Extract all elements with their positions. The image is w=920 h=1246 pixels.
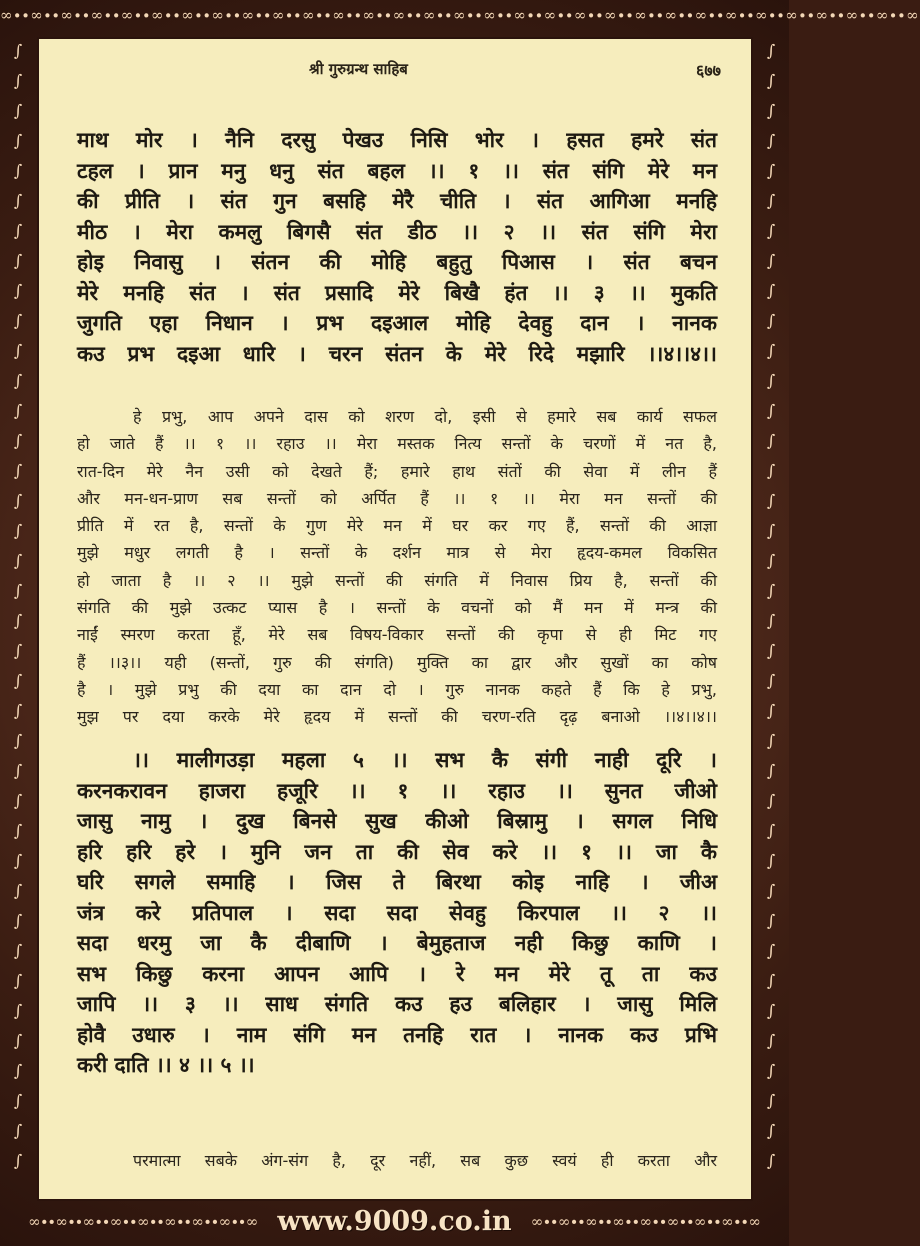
- translation-line: मुझे मधुर लगती है । सन्तों के दर्शन मात्र से मेरा हृदय-कमल विकसित: [77, 543, 717, 563]
- translation-line: परमात्मा सबके अंग-संग है, दूर नहीं, सब कुछ स्वयं ही करता और: [133, 1151, 717, 1170]
- footer-ornament-left: ∞∙∙∞∙∙∞∙∙∞∙∙∞∙∙∞∙∙∞∙∙∞∙∙∞: [28, 1212, 259, 1231]
- translation-line: नाईं स्मरण करता हूँ, मेरे सब विषय-विकार सन्तों की कृपा से ही मिट गए: [77, 625, 717, 645]
- footer-ornament-right: ∞∙∙∞∙∙∞∙∙∞∙∙∞∙∙∞∙∙∞∙∙∞∙∙∞: [530, 1212, 761, 1231]
- verse-line: होवै उधारु । नाम संगि मन तनहि रात । नानक कउ प्रभि: [77, 1022, 717, 1047]
- verse-line: होइ निवासु । संतन की मोहि बहुतु पिआस । संत बचन: [77, 250, 717, 274]
- translation-line: संगति की मुझे उत्कट प्यास है । सन्तों के वचनों को मैं मन में मन्त्र की: [77, 598, 717, 618]
- website-link[interactable]: www.9009.co.in: [277, 1206, 512, 1237]
- verse-line: करी दाति ।। ४ ।। ५ ।।: [77, 1053, 255, 1077]
- translation-line: हो जाता है ।। २ ।। मुझे सन्तों की संगति में निवास प्रिय है, सन्तों की: [77, 570, 717, 590]
- top-border-ornament: ∞∙∙∞∙∙∞∙∙∞∙∙∞∙∙∞∙∙∞∙∙∞∙∙∞∙∙∞∙∙∞∙∙∞∙∙∞∙∙∞∙∙∞∙∙∞∙∙∞∙∙∞∙∙∞∙∙∞∙∙∞∙∙∞∙∙∞∙∙∞∙∙∞∙∙∞∙∙∞∙∙∞∙∙∞∙∙∞∙∙∞: [0, 6, 920, 24]
- verse-line: जासु नामु । दुख बिनसे सुख कीओ बिस्रामु । सगल निधि: [77, 809, 717, 833]
- scripture-page: [37, 37, 753, 1201]
- verse-line: ।। मालीगउड़ा महला ५ ।। सभ कै संगी नाही दूरि ।: [133, 748, 717, 772]
- page-title: श्री गुरुग्रन्थ साहिब: [309, 60, 408, 78]
- verse-block-2: [77, 745, 717, 1081]
- verse-line: करनकरावन हाजरा हजूरि ।। १ ।। रहाउ ।। सुनत जीओ: [77, 778, 717, 803]
- translation-block-2: [77, 1147, 717, 1174]
- translation-line: हो जाते हैं ।। १ ।। रहाउ ।। मेरा मस्तक नित्य सन्तों के चरणों में नत है,: [77, 434, 717, 454]
- page-number: ६७७: [696, 61, 721, 80]
- verse-line: सभ किछु करना आपन आपि । रे मन मेरे तू ता कउ: [77, 961, 717, 986]
- verse-line: जापि ।। ३ ।। साध संगति कउ हउ बलिहार । जासु मिलि: [77, 992, 717, 1016]
- verse-line: कउ प्रभ दइआ धारि । चरन संतन के मेरे रिदे मझारि ।।४।।४।।: [77, 341, 717, 366]
- footer-banner: [0, 1206, 789, 1240]
- verse-line: जुगति एहा निधान । प्रभ दइआल मोहि देवहु दान । नानक: [77, 311, 717, 335]
- left-border-ornament: ∫ ∫ ∫ ∫ ∫ ∫ ∫ ∫ ∫ ∫ ∫ ∫ ∫ ∫ ∫ ∫ ∫ ∫ ∫ ∫ ∫ ∫ ∫ ∫ ∫ ∫ ∫ ∫ ∫ ∫ ∫ ∫ ∫ ∫ ∫ ∫ ∫ ∫: [13, 41, 23, 1170]
- translation-line: हैं ।।३।। यही (सन्तों, गुरु की संगति) मुक्ति का द्वार और सुखों का कोष: [77, 652, 717, 672]
- translation-line: रात-दिन मेरे नैन उसी को देखते हैं; हमारे हाथ संतों की सेवा में लीन हैं: [77, 461, 717, 481]
- verse-line: मीठ । मेरा कमलु बिगसै संत डीठ ।। २ ।। संत संगि मेरा: [77, 219, 717, 244]
- translation-line: मुझ पर दया करके मेरे हृदय में सन्तों की चरण-रति दृढ़ बनाओ ।।४।।४।।: [77, 707, 717, 727]
- verse-line: मेरे मनहि संत । संत प्रसादि मेरे बिखै हंत ।। ३ ।। मुकति: [77, 280, 717, 305]
- right-border-ornament: ∫ ∫ ∫ ∫ ∫ ∫ ∫ ∫ ∫ ∫ ∫ ∫ ∫ ∫ ∫ ∫ ∫ ∫ ∫ ∫ ∫ ∫ ∫ ∫ ∫ ∫ ∫ ∫ ∫ ∫ ∫ ∫ ∫ ∫ ∫ ∫ ∫ ∫: [766, 41, 776, 1170]
- verse-line: माथ मोर । नैनि दरसु पेखउ निसि भोर । हसत हमरे संत: [77, 128, 717, 152]
- verse-line: टहल । प्रान मनु धनु संत बहल ।। १ ।। संत संगि मेरे मन: [77, 158, 717, 183]
- translation-line: हे प्रभु, आप अपने दास को शरण दो, इसी से हमारे सब कार्य सफल: [133, 407, 717, 426]
- verse-line: की प्रीति । संत गुन बसहि मेरै चीति । संत आगिआ मनहि: [77, 189, 717, 213]
- verse-line: हरि हरि हरे । मुनि जन ता की सेव करे ।। १ ।। जा कै: [77, 839, 717, 864]
- translation-line: और मन-धन-प्राण सब सन्तों को अर्पित हैं ।। १ ।। मेरा मन सन्तों की: [77, 488, 717, 508]
- translation-line: है । मुझे प्रभु की दया का दान दो । गुरु नानक कहते हैं कि हे प्रभु,: [77, 679, 717, 699]
- verse-block-1: [77, 125, 717, 369]
- translation-block-1: [77, 403, 717, 731]
- verse-line: सदा धरमु जा कै दीबाणि । बेमुहताज नही किछु काणि ।: [77, 931, 717, 955]
- translation-line: प्रीति में रत है, सन्तों के गुण मेरे मन में घर कर गए हैं, सन्तों की आज्ञा: [77, 516, 717, 536]
- verse-line: घरि सगले समाहि । जिस ते बिरथा कोइ नाहि । जीअ: [77, 870, 717, 894]
- verse-line: जंत्र करे प्रतिपाल । सदा सदा सेवहु किरपाल ।। २ ।।: [77, 900, 717, 925]
- page-header: [39, 59, 751, 83]
